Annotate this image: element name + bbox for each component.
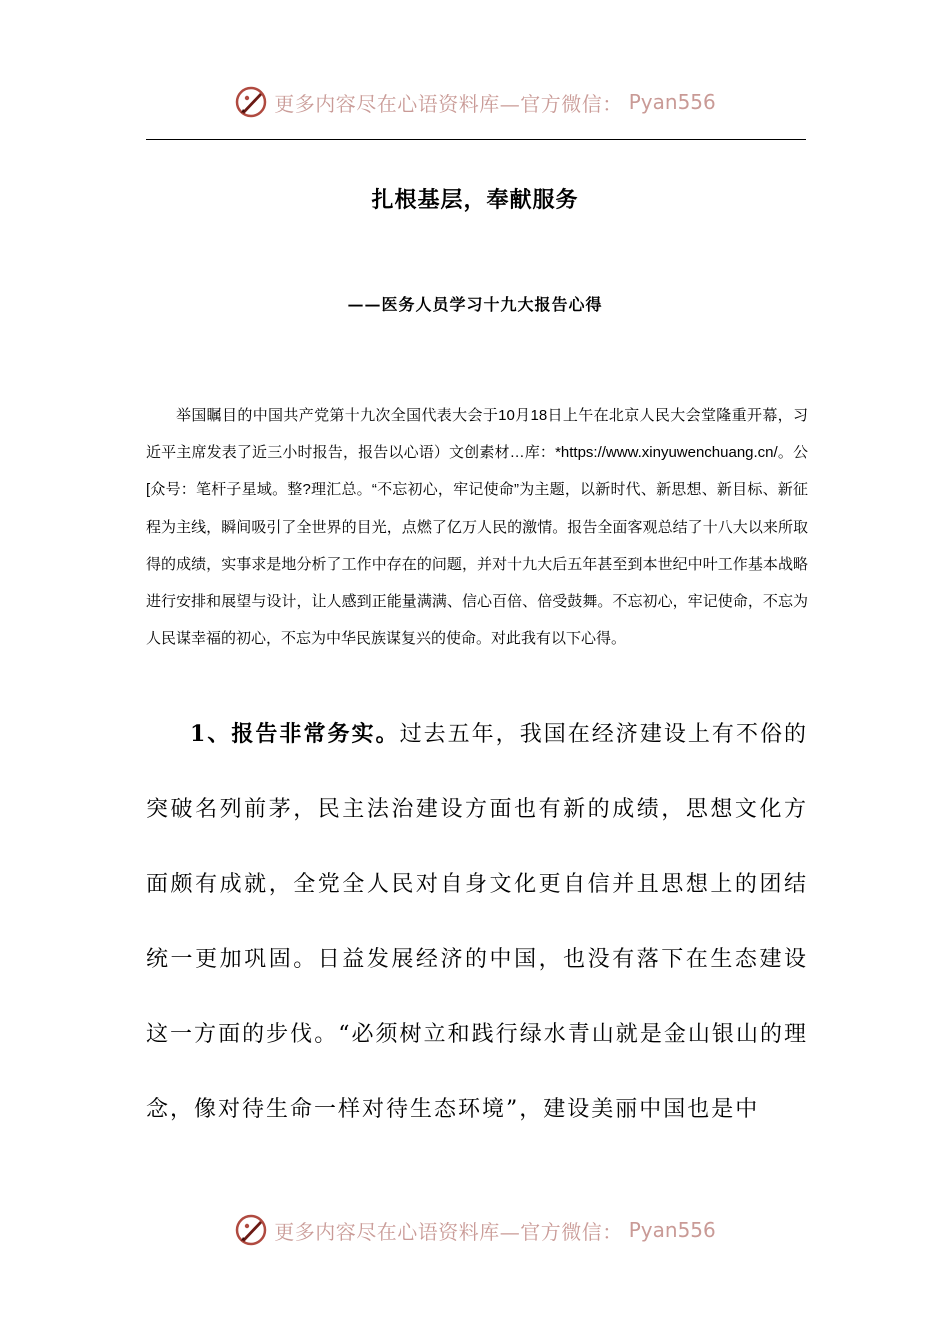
footer-banner xyxy=(0,1210,950,1250)
section-1-paragraph xyxy=(146,697,808,1147)
header-banner xyxy=(0,82,950,122)
wechat-id: Pyan556 xyxy=(628,1218,716,1242)
document-subtitle: ——医务人员学习十九大报告心得 xyxy=(347,295,603,314)
pen-logo-icon xyxy=(234,85,268,119)
banner-text: 更多内容尽在心语资料库—官方微信： xyxy=(274,91,623,116)
banner-text: 更多内容尽在心语资料库—官方微信： xyxy=(274,1219,623,1244)
section-1-lead: 1、报告非常务实。 xyxy=(190,721,400,747)
header-divider xyxy=(146,139,806,140)
pen-logo-icon xyxy=(234,1213,268,1247)
document-title: 扎根基层，奉献服务 xyxy=(371,187,579,213)
wechat-id: Pyan556 xyxy=(628,90,716,114)
intro-paragraph: 举国瞩目的中国共产党第十九次全国代表大会于10月18日上午在北京人民大会堂隆重开幕，习近平主席发表了近三小时报告，报告以心语）文创素材…库：*https://www.xinyuwenchuang.cn/。公[众号：笔杆子星域。整?理汇总。“不忘初心，牢记使命”为主题，以新时代、新思想、新目标、新征程为主线，瞬间吸引了全世界的目光，点燃了亿万人民的激情。报告全面客观总结了十八大以来所取得的成绩，实事求是地分析了工作中存在的问题，并对十九大后五年甚至到本世纪中叶工作基本战略进行安排和展望与设计，让人感到正能量满满、信心百倍、倍受鼓舞。不忘初心，牢记使命，不忘为人民谋幸福的初心，不忘为中华民族谋复兴的使命。对此我有以下心得。 xyxy=(146,407,808,648)
section-1-text: 过去五年，我国在经济建设上有不俗的突破名列前茅，民主法治建设方面也有新的成绩，思想文化方面颇有成就，全党全人民对自身文化更自信并且思想上的团结统一更加巩固。日益发展经济的中国，也没有落下在生态建设这一方面的步伐。“必须树立和践行绿水青山就是金山银山的理念，像对待生命一样对待生态环境”，建设美丽中国也是中 xyxy=(146,722,808,1122)
